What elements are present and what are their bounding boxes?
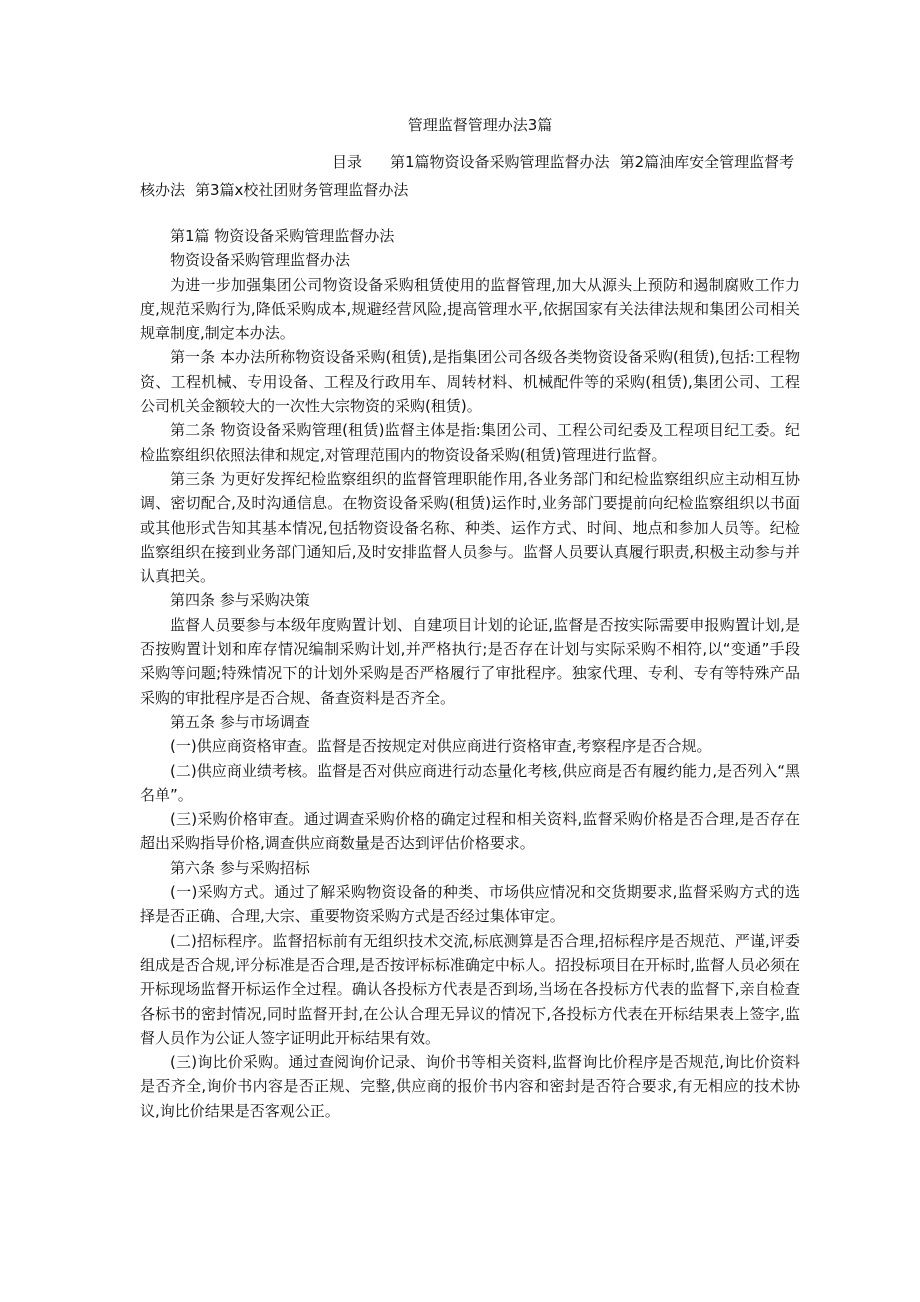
section-heading: 第四条 参与采购决策 bbox=[170, 591, 310, 610]
paragraph: (三)采购价格审查。通过调查采购价格的确定过程和相关资料,监督采购价格是否合理,是否存在超出采购指导价格,调查供应商数量是否达到评估价格要求。 bbox=[140, 810, 800, 853]
toc-item: 第2篇油库安全管理监督考核办法 bbox=[140, 153, 795, 199]
document-body bbox=[140, 224, 800, 1123]
document-title: 管理监督管理办法3篇 bbox=[407, 116, 553, 134]
toc-item: 第1篇物资设备采购管理监督办法 bbox=[390, 153, 610, 171]
paragraph: (二)招标程序。监督招标前有无组织技术交流,标底测算是否合理,招标程序是否规范、严谨,评委组成是否合规,评分标准是否合理,是否按评标标准确定中标人。招投标项目在开标时,监督人员必须在开标现场监督开标运作全过程。确认各投标方代表是否到场,当场在各投标方代表的监督下,亲自检查各标书的密封情况,同时监督开封,在公认合理无异议的情况下,各投标方代表在开标结果表上签字,监督人员作为公证人签字证明此开标结果有效。 bbox=[140, 931, 800, 1047]
paragraph: 为进一步加强集团公司物资设备采购租赁使用的监督管理,加大从源头上预防和遏制腐败工作力度,规范采购行为,降低采购成本,规避经营风险,提高管理水平,依据国家有关法律法规和集团公司相关规章制度,制定本办法。 bbox=[140, 275, 800, 343]
paragraph: (三)询比价采购。通过查阅询价记录、询价书等相关资料,监督询比价程序是否规范,询比价资料是否齐全,询价书内容是否正规、完整,供应商的报价书内容和密封是否符合要求,有无相应的技术协议,询比价结果是否客观公正。 bbox=[140, 1053, 800, 1120]
toc-item: 第3篇x校社团财务管理监督办法 bbox=[195, 181, 409, 199]
table-of-contents bbox=[140, 148, 800, 204]
paragraph: (一)采购方式。通过了解采购物资设备的种类、市场供应情况和交货期要求,监督采购方式的选择是否正确、合理,大宗、重要物资采购方式是否经过集体审定。 bbox=[140, 883, 800, 926]
paragraph: 第三条 为更好发挥纪检监察组织的监督管理职能作用,各业务部门和纪检监察组织应主动相互协调、密切配合,及时沟通信息。在物资设备采购(租赁)运作时,业务部门要提前向纪检监察组织以书面或其他形式告知其基本情况,包括物资设备名称、种类、运作方式、时间、地点和参加人员等。纪检监察组织在接到业务部门通知后,及时安排监督人员参与。监督人员要认真履行职责,积极主动参与并认真把关。 bbox=[140, 469, 800, 586]
paragraph: (二)供应商业绩考核。监督是否对供应商进行动态量化考核,供应商是否有履约能力,是否列入“黑名单”。 bbox=[140, 761, 800, 804]
paragraph: 第二条 物资设备采购管理(租赁)监督主体是指:集团公司、工程公司纪委及工程项目纪工委。纪检监察组织依照法律和规定,对管理范围内的物资设备采购(租赁)管理进行监督。 bbox=[140, 421, 800, 464]
section-heading: 第1篇 物资设备采购管理监督办法 bbox=[170, 227, 395, 245]
paragraph: 第一条 本办法所称物资设备采购(租赁),是指集团公司各级各类物资设备采购(租赁),包括:工程物资、工程机械、专用设备、工程及行政用车、周转材料、机械配件等的采购(租赁),集团公司、工程公司机关金额较大的一次性大宗物资的采购(租赁)。 bbox=[140, 348, 800, 416]
paragraph: (一)供应商资格审查。监督是否按规定对供应商进行资格审查,考察程序是否合规。 bbox=[170, 737, 712, 756]
section-heading: 第五条 参与市场调查 bbox=[170, 712, 310, 731]
section-heading: 物资设备采购管理监督办法 bbox=[170, 251, 351, 270]
toc-label: 目录 bbox=[332, 153, 363, 171]
paragraph: 监督人员要参与本级年度购置计划、自建项目计划的论证,监督是否按实际需要申报购置计划,是否按购置计划和库存情况编制采购计划,并严格执行;是否存在计划与实际采购不相符,以“变通”手段采购等问题;特殊情况下的计划外采购是否严格履行了审批程序。独家代理、专利、专有等特殊产品采购的审批程序是否合规、备查资料是否齐全。 bbox=[140, 615, 800, 707]
section-heading: 第六条 参与采购招标 bbox=[170, 858, 310, 877]
